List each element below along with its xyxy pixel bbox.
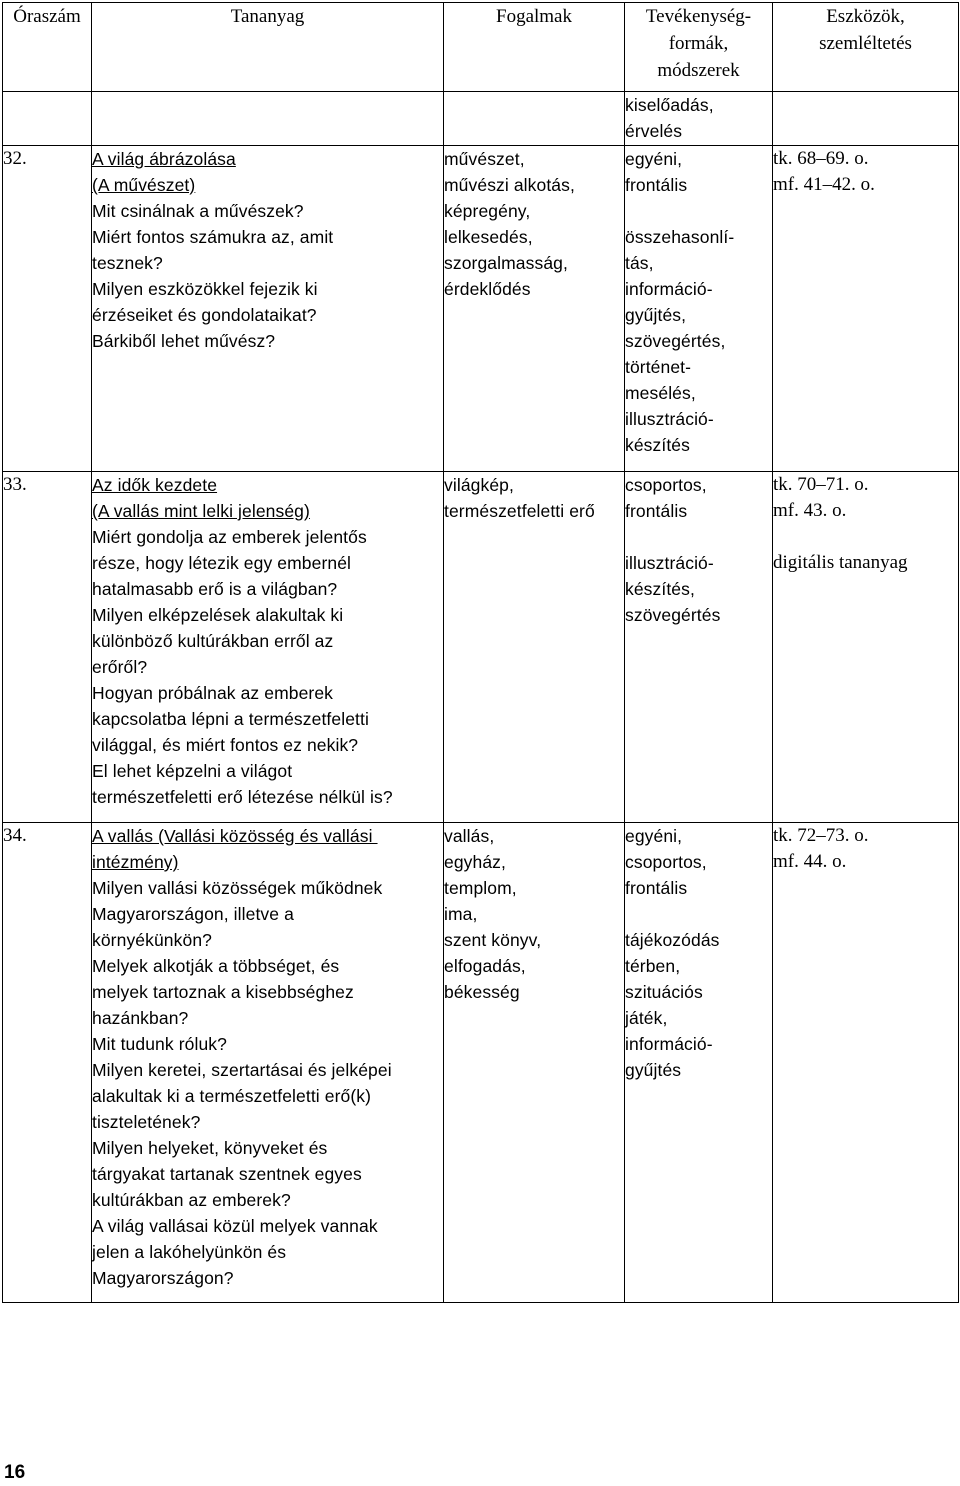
topic-question: A világ vallásai közül melyek vannak bbox=[92, 1216, 378, 1236]
topic-cell bbox=[92, 472, 444, 823]
topic-cell bbox=[92, 146, 444, 472]
topic-question: hazánkban? bbox=[92, 1008, 189, 1028]
concept-item: békesség bbox=[444, 982, 520, 1002]
concept-item: egyház, bbox=[444, 852, 506, 872]
concept-item: elfogadás, bbox=[444, 956, 526, 976]
topic-subtitle: (A vallás mint lelki jelenség) bbox=[92, 501, 310, 521]
tools-cell bbox=[773, 823, 959, 1303]
concept-item: természetfeletti erő bbox=[444, 501, 595, 521]
header-concepts: Fogalmak bbox=[444, 3, 625, 92]
topic-title: Az idők kezdete bbox=[92, 475, 218, 495]
method-line: frontális bbox=[625, 501, 688, 521]
header-tools-line: Eszközök, bbox=[826, 6, 905, 27]
topic-question: hatalmasabb erő is a világban? bbox=[92, 579, 338, 599]
method-line: kiselőadás, bbox=[625, 95, 714, 115]
topic-subtitle: intézmény) bbox=[92, 852, 179, 872]
concept-item: vallás, bbox=[444, 826, 495, 846]
tools-cell bbox=[773, 472, 959, 823]
page-number: 16 bbox=[4, 1462, 26, 1483]
method-line: érvelés bbox=[625, 121, 683, 141]
tools-item: tk. 68–69. o. bbox=[773, 148, 869, 169]
topic-question: tárgyakat tartanak szentnek egyes bbox=[92, 1164, 362, 1184]
continuation-concept-cell bbox=[444, 92, 625, 146]
method-line: frontális bbox=[625, 878, 688, 898]
topic-question: Mit tudunk róluk? bbox=[92, 1034, 227, 1054]
header-topic: Tananyag bbox=[92, 3, 444, 92]
continuation-topic-cell bbox=[92, 92, 444, 146]
concept-item: lelkesedés, bbox=[444, 227, 533, 247]
concept-item: érdeklődés bbox=[444, 279, 531, 299]
topic-cell bbox=[92, 823, 444, 1303]
continuation-method-cell bbox=[625, 92, 773, 146]
tools-item: mf. 43. o. bbox=[773, 500, 847, 521]
table-row bbox=[3, 146, 959, 472]
concept-item: képregény, bbox=[444, 201, 531, 221]
concept-item: világkép, bbox=[444, 475, 514, 495]
method-line: egyéni, bbox=[625, 149, 683, 169]
method-line: szituációs bbox=[625, 982, 703, 1002]
method-line: illusztráció- bbox=[625, 553, 714, 573]
method-line: frontális bbox=[625, 175, 688, 195]
topic-question: Melyek alkotják a többséget, és bbox=[92, 956, 340, 976]
tools-item: mf. 44. o. bbox=[773, 851, 847, 872]
method-line: szövegértés bbox=[625, 605, 721, 625]
header-tools-line: szemléltetés bbox=[819, 33, 912, 54]
topic-question: Hogyan próbálnak az emberek bbox=[92, 683, 334, 703]
topic-question: Milyen eszközökkel fejezik ki bbox=[92, 279, 318, 299]
topic-question: különböző kultúrákban erről az bbox=[92, 631, 334, 651]
topic-question: Magyarországon? bbox=[92, 1268, 234, 1288]
method-line: játék, bbox=[625, 1008, 668, 1028]
tools-item: tk. 72–73. o. bbox=[773, 825, 869, 846]
lesson-plan-table bbox=[2, 2, 959, 1303]
method-line: illusztráció- bbox=[625, 409, 714, 429]
topic-question: Milyen helyeket, könyveket és bbox=[92, 1138, 328, 1158]
header-row bbox=[3, 3, 959, 92]
method-line: gyűjtés, bbox=[625, 305, 687, 325]
method-line: készítés bbox=[625, 435, 690, 455]
topic-question: része, hogy létezik egy embernél bbox=[92, 553, 352, 573]
topic-question: világgal, és miért fontos ez nekik? bbox=[92, 735, 359, 755]
table-row bbox=[3, 472, 959, 823]
topic-question: Bárkiből lehet művész? bbox=[92, 331, 276, 351]
topic-question: Miért fontos számukra az, amit bbox=[92, 227, 334, 247]
topic-question: Milyen vallási közösségek működnek bbox=[92, 878, 383, 898]
method-line: információ- bbox=[625, 1034, 713, 1054]
header-methods-line: módszerek bbox=[657, 60, 740, 81]
method-line: szövegértés, bbox=[625, 331, 726, 351]
method-cell bbox=[625, 146, 773, 472]
method-line: gyűjtés bbox=[625, 1060, 682, 1080]
method-cell bbox=[625, 823, 773, 1303]
topic-title: A világ ábrázolása bbox=[92, 149, 236, 169]
method-line: csoportos, bbox=[625, 852, 707, 872]
method-line: összehasonlí- bbox=[625, 227, 735, 247]
header-tools bbox=[773, 3, 959, 92]
tools-item: mf. 41–42. o. bbox=[773, 174, 875, 195]
method-line: tájékozódás bbox=[625, 930, 720, 950]
method-line: térben, bbox=[625, 956, 681, 976]
continuation-row bbox=[3, 92, 959, 146]
method-line: tás, bbox=[625, 253, 654, 273]
topic-title: A vallás (Vallási közösség és vallási bbox=[92, 826, 378, 846]
header-methods-line: Tevékenység- bbox=[645, 6, 752, 27]
topic-question: Milyen keretei, szertartásai és jelképei bbox=[92, 1060, 392, 1080]
topic-question: természetfeletti erő létezése nélkül is? bbox=[92, 787, 393, 807]
concept-cell bbox=[444, 823, 625, 1303]
topic-subtitle: (A művészet) bbox=[92, 175, 196, 195]
topic-question: tiszteletének? bbox=[92, 1112, 201, 1132]
topic-question: erőről? bbox=[92, 657, 148, 677]
concept-item: szorgalmasság, bbox=[444, 253, 568, 273]
continuation-tools-cell bbox=[773, 92, 959, 146]
header-methods bbox=[625, 3, 773, 92]
method-line: készítés, bbox=[625, 579, 695, 599]
topic-question: tesznek? bbox=[92, 253, 163, 273]
topic-question: környékünkön? bbox=[92, 930, 212, 950]
method-line: egyéni, bbox=[625, 826, 683, 846]
lesson-number: 34. bbox=[3, 823, 92, 1303]
concept-cell bbox=[444, 472, 625, 823]
header-lesson-number: Óraszám bbox=[3, 3, 92, 92]
table-row bbox=[3, 823, 959, 1303]
method-line: mesélés, bbox=[625, 383, 696, 403]
method-line: csoportos, bbox=[625, 475, 707, 495]
tools-item: tk. 70–71. o. bbox=[773, 474, 869, 495]
concept-item: templom, bbox=[444, 878, 517, 898]
tools-item: digitális tananyag bbox=[773, 552, 908, 573]
topic-question: érzéseiket és gondolataikat? bbox=[92, 305, 317, 325]
continuation-num-cell bbox=[3, 92, 92, 146]
topic-question: Mit csinálnak a művészek? bbox=[92, 201, 304, 221]
topic-question: kultúrákban az emberek? bbox=[92, 1190, 291, 1210]
concept-item: művészi alkotás, bbox=[444, 175, 575, 195]
method-cell bbox=[625, 472, 773, 823]
concept-item: szent könyv, bbox=[444, 930, 542, 950]
header-methods-line: formák, bbox=[668, 33, 729, 54]
lesson-number: 32. bbox=[3, 146, 92, 472]
method-line: történet- bbox=[625, 357, 692, 377]
concept-cell bbox=[444, 146, 625, 472]
topic-question: El lehet képzelni a világot bbox=[92, 761, 293, 781]
topic-question: alakultak ki a természetfeletti erő(k) bbox=[92, 1086, 372, 1106]
topic-question: Milyen elképzelések alakultak ki bbox=[92, 605, 344, 625]
concept-item: ima, bbox=[444, 904, 478, 924]
concept-item: művészet, bbox=[444, 149, 525, 169]
tools-cell bbox=[773, 146, 959, 472]
topic-question: jelen a lakóhelyünkön és bbox=[92, 1242, 287, 1262]
method-line: információ- bbox=[625, 279, 713, 299]
lesson-number: 33. bbox=[3, 472, 92, 823]
topic-question: Miért gondolja az emberek jelentős bbox=[92, 527, 367, 547]
topic-question: melyek tartoznak a kisebbséghez bbox=[92, 982, 354, 1002]
topic-question: Magyarországon, illetve a bbox=[92, 904, 294, 924]
topic-question: kapcsolatba lépni a természetfeletti bbox=[92, 709, 369, 729]
